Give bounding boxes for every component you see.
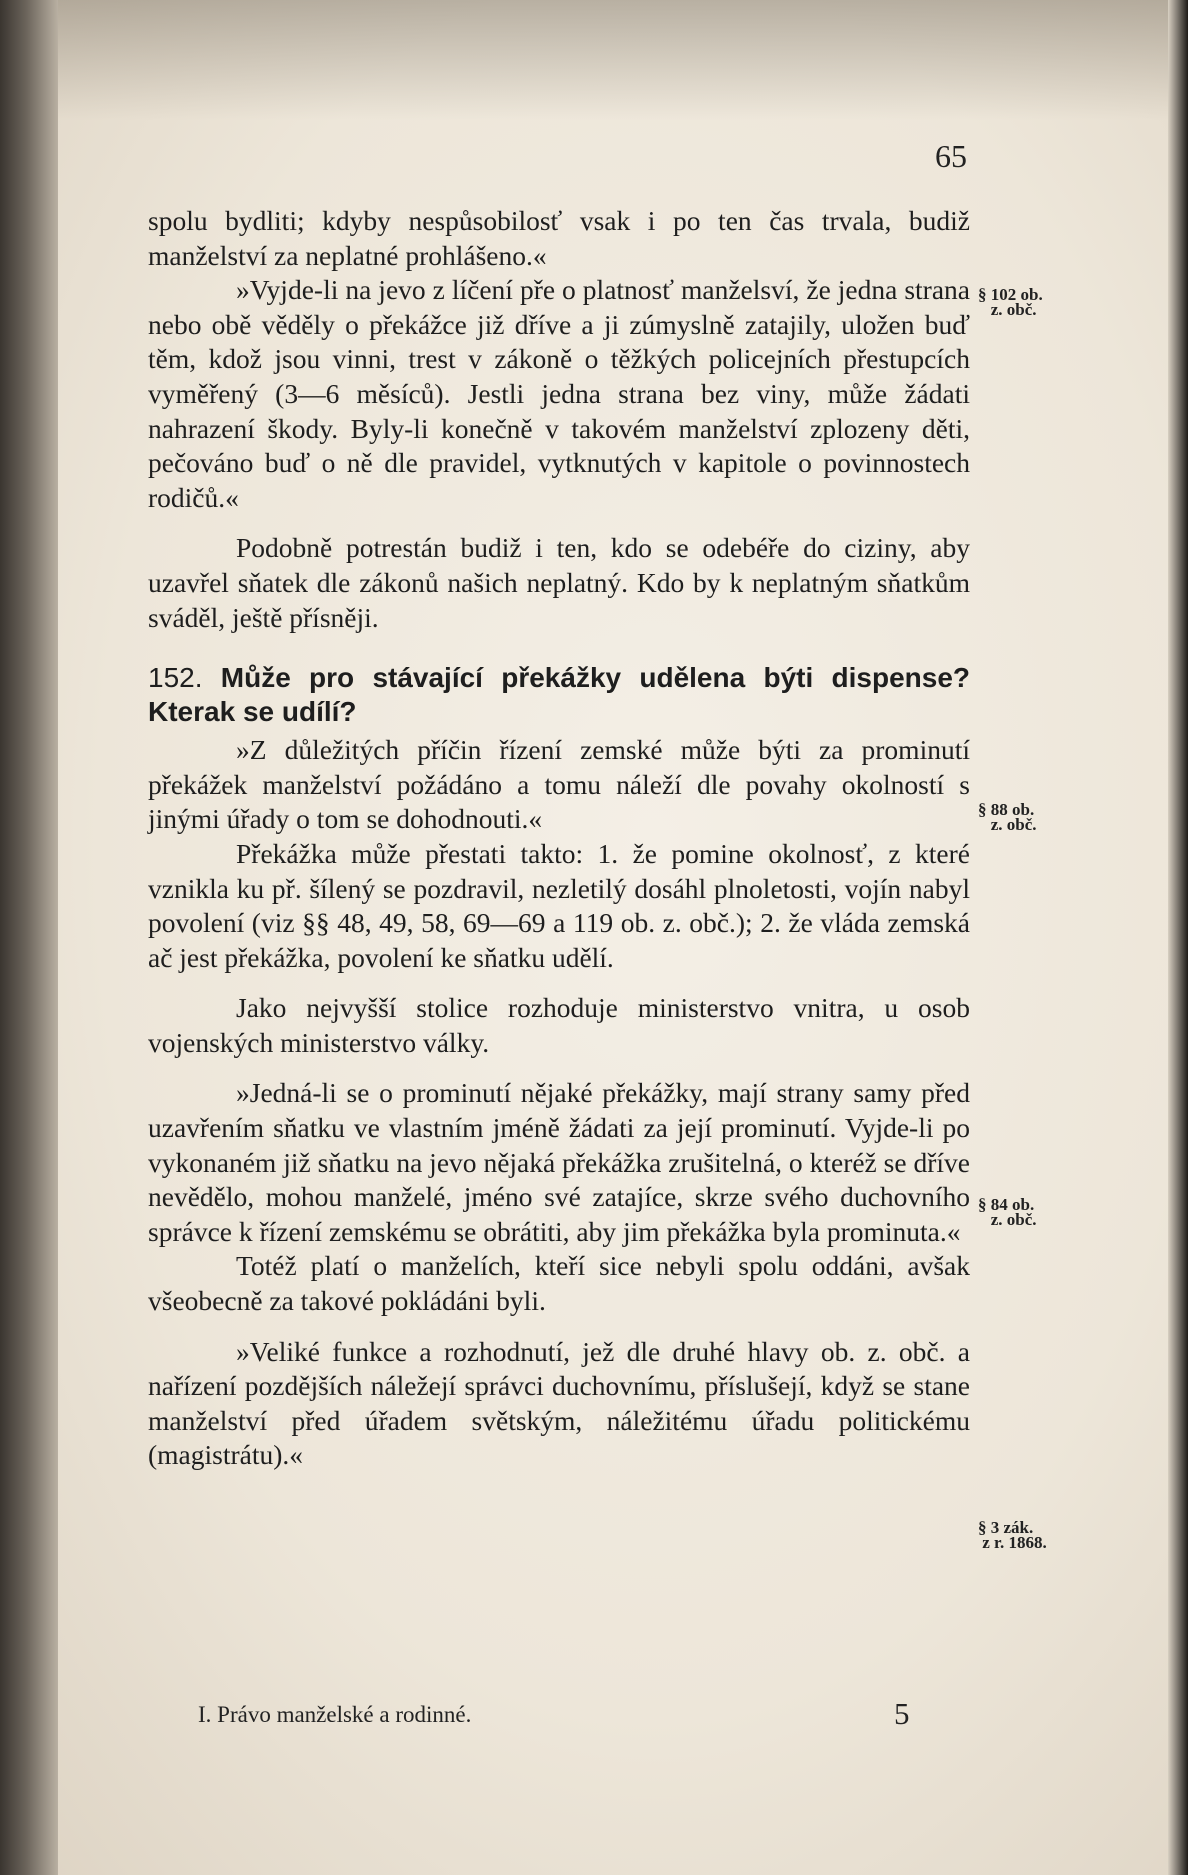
- paragraph: Jako nejvyšší stolice rozhoduje ministerstvo vnitra, u osob vojenských ministerstvo války.: [148, 992, 970, 1058]
- paragraph: »Veliké funkce a rozhodnutí, jež dle druhé hlavy ob. z. obč. a nařízení pozdějších náležejí správci duchovnímu, příslušejí, když se stane manželství před úřadem světským, náležitému úřadu politickému (magistrátu).«: [148, 1335, 970, 1471]
- margin-note: § 88 ob. z. obč.: [978, 800, 1037, 834]
- section-heading: [148, 661, 970, 729]
- paragraph: Podobně potrestán budiž i ten, kdo se odebéře do ciziny, aby uzavřel sňatek dle zákonů našich neplatný. Kdo by k neplatným sňatkům sváděl, ještě přísněji.: [148, 532, 970, 633]
- paragraph: Totéž platí o manželích, kteří sice nebyli spolu oddáni, avšak všeobecně za takové pokládáni byli.: [148, 1250, 970, 1317]
- page-footer: [198, 1696, 918, 1731]
- margin-note: § 102 ob. z. obč.: [978, 285, 1043, 319]
- paragraph: »Vyjde-li na jevo z líčení pře o platnosť manželsví, že jedna strana nebo obě věděly o překážce již dříve a ji zúmyslně zatajily, uložen buď těm, kdož jsou vinni, trest v zákoně o těžkých policejních přestupcích vyměřený (3—6 měsíců). Jestli jedna strana bez viny, může žádati nahrazení škody. Byly-li konečně v takovém manželství zplozeny děti, pečováno buď o ně dle pravidel, vytknutých v kapitole o povinnostech rodičů.«: [148, 274, 970, 513]
- page-number: 65: [935, 138, 967, 174]
- margin-note: § 84 ob. z. obč.: [978, 1195, 1037, 1229]
- book-spine: [0, 0, 58, 1875]
- margin-note: § 3 zák. z r. 1868.: [978, 1518, 1047, 1552]
- section-number: 152.: [148, 662, 203, 694]
- page-shadow: [58, 0, 1168, 120]
- paragraph: »Z důležitých příčin řízení zemské může býti za prominutí překážek manželství požádáno a tomu náleží dle povahy okolností s jinými úřady o tom se dohodnouti.«: [148, 734, 970, 835]
- paragraph: Překážka může přestati takto: 1. že pomine okolnosť, z které vznikla ku př. šílený se pozdravil, nezletilý dosáhl plnoletosti, vojín nabyl povolení (viz §§ 48, 49, 58, 69—69 a 119 ob. z. obč.); 2. že vláda zemská ač jest překážka, povolení ke sňatku udělí.: [148, 837, 970, 973]
- page-edge: [1168, 0, 1188, 1875]
- page-body: [148, 204, 970, 1473]
- signature-mark: 5: [894, 1696, 910, 1731]
- paragraph: »Jedná-li se o prominutí nějaké překážky, mají strany samy před uzavřením sňatku ve vlastním jméně žádati za její prominutí. Vyjde-li po vykonaném již sňatku na jevo nějaká překážka zrušitelná, o kteréž se dříve nevědělo, mohou manželé, jméno své zatajíce, skrze svého duchovního správce k řízení zemskému se obrátiti, aby jim překážka byla prominuta.«: [148, 1077, 970, 1247]
- section-title: Může pro stávající překážky udělena býti dispense? Kterak se udílí?: [148, 662, 971, 728]
- footer-title: I. Právo manželské a rodinné.: [198, 1702, 472, 1727]
- paragraph: spolu bydliti; kdyby nespůsobilosť vsak i po ten čas trvala, budiž manželství za neplatné prohlášeno.«: [148, 205, 970, 271]
